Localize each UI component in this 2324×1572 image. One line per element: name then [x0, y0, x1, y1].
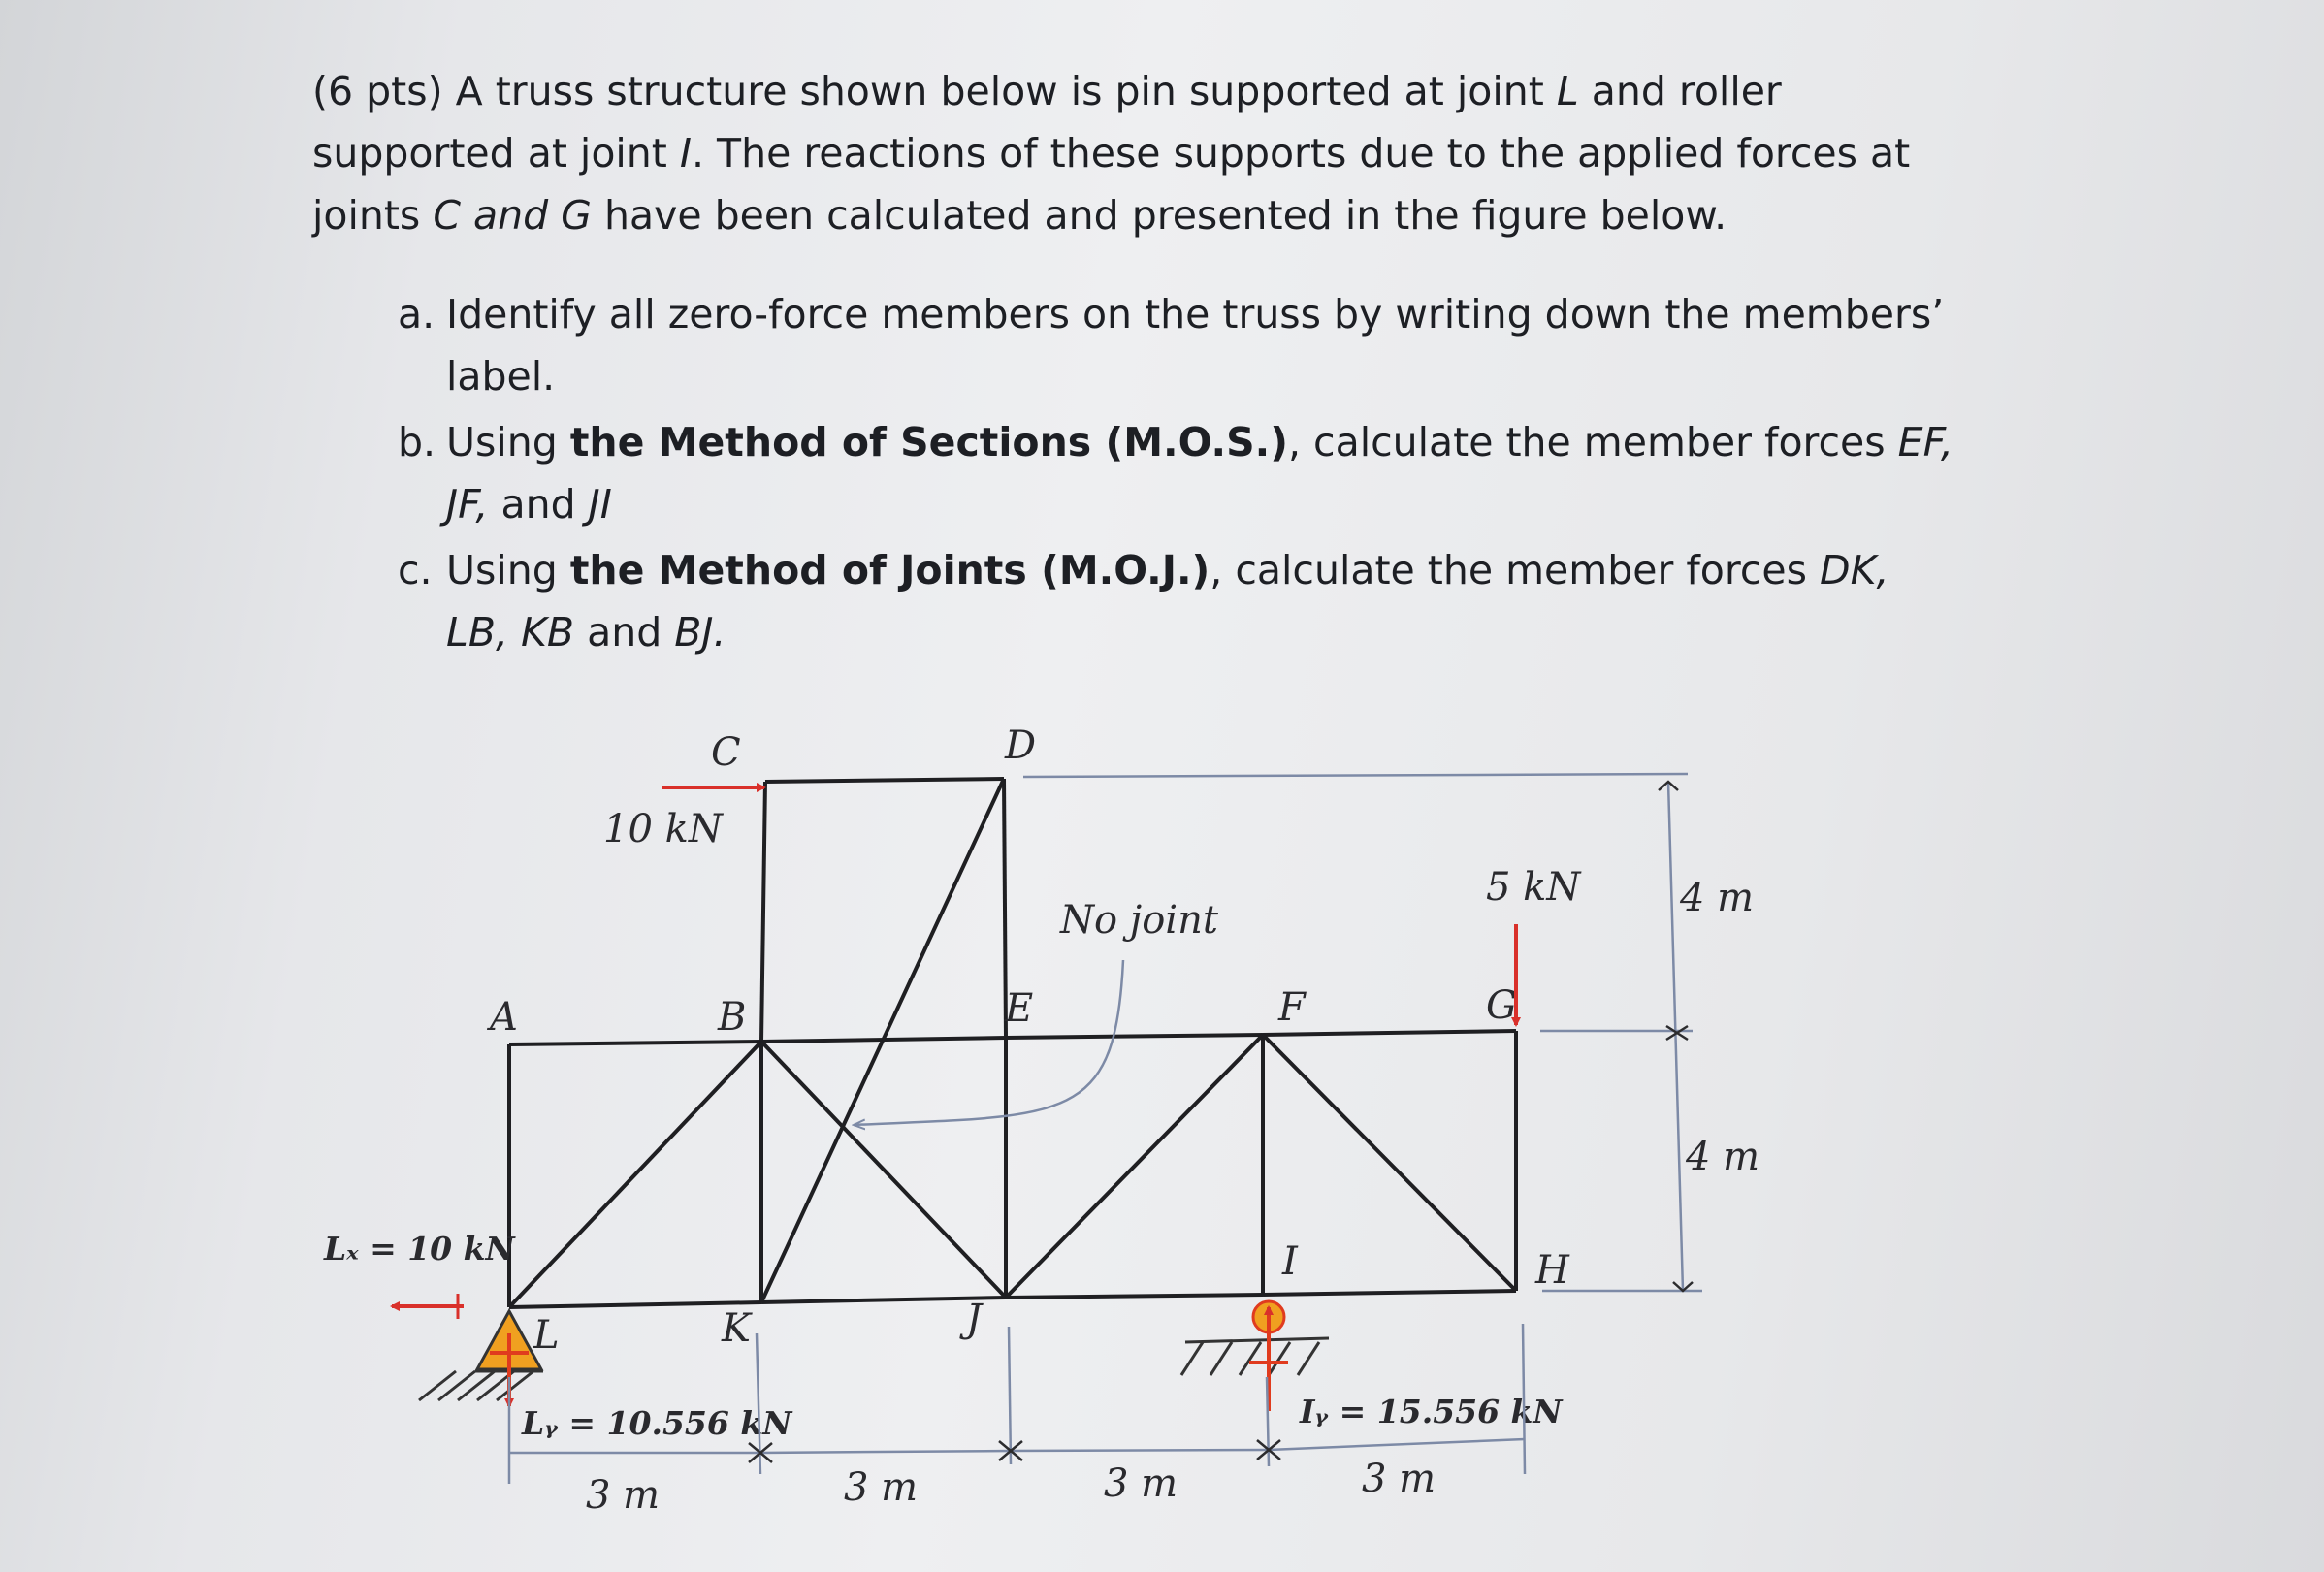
- question-intro: (6 pts) A truss structure shown below is pin supported at joint L and roller supported at joint I. The reactions of these supports due to the applied forces at joints C and G have been calculated and presented in the figure below.: [312, 68, 1911, 239]
- dim-span-1: 3 m: [586, 1473, 661, 1518]
- member-BC: [761, 782, 765, 1042]
- part-b: b. Using the Method of Sections (M.O.S.), calculate the member forces EF, JF, and JI: [398, 419, 1953, 528]
- joint-label-B: B: [718, 995, 747, 1040]
- part-c: c. Using the Method of Joints (M.O.J.), calculate the member forces DK, LB, KB and BJ.: [398, 547, 1889, 656]
- joint-label-E: E: [1005, 986, 1034, 1031]
- joint-label-C: C: [711, 730, 741, 775]
- reaction-Lx-label: Lₓ = 10 kN: [324, 1230, 515, 1267]
- dim-span-3: 3 m: [1104, 1461, 1178, 1506]
- joint-label-K: K: [722, 1306, 751, 1351]
- member-JF: [1006, 1035, 1263, 1298]
- member-BJ: [761, 1042, 1006, 1298]
- dim-h-bottom: 4 m: [1686, 1135, 1760, 1179]
- joint-label-I: I: [1282, 1239, 1298, 1284]
- member-FG: [1263, 1031, 1516, 1035]
- joint-label-F: F: [1278, 985, 1306, 1030]
- dim-span-4: 3 m: [1362, 1457, 1436, 1501]
- truss-members: [509, 779, 1516, 1307]
- joint-label-J: J: [966, 1297, 983, 1341]
- reaction-Ly-label: Lᵧ = 10.556 kN: [522, 1404, 792, 1442]
- part-a: a. Identify all zero-force members on the truss by writing down the members’ label.: [398, 291, 1945, 400]
- joint-label-H: H: [1535, 1248, 1569, 1293]
- member-LB: [509, 1042, 761, 1307]
- member-JI: [1006, 1295, 1263, 1298]
- dim-span-2: 3 m: [844, 1465, 919, 1510]
- pin-support-L: [419, 1311, 543, 1406]
- no-joint-label: No joint: [1060, 898, 1218, 943]
- joint-label-L: L: [533, 1313, 560, 1358]
- member-IH: [1263, 1291, 1516, 1295]
- joint-label-D: D: [1005, 723, 1037, 768]
- member-EF: [1006, 1035, 1263, 1038]
- load-G-label: 5 kN: [1486, 865, 1581, 910]
- member-CD: [765, 779, 1004, 782]
- member-FH: [1263, 1035, 1516, 1291]
- load-C-label: 10 kN: [603, 807, 723, 851]
- member-AB: [509, 1042, 761, 1044]
- joint-label-G: G: [1486, 983, 1517, 1028]
- no-joint-leader: [854, 960, 1123, 1125]
- joint-label-A: A: [490, 995, 518, 1040]
- reaction-Iy-label: Iᵧ = 15.556 kN: [1300, 1393, 1563, 1430]
- dim-h-top: 4 m: [1680, 876, 1755, 920]
- points-label: (6 pts): [312, 68, 443, 114]
